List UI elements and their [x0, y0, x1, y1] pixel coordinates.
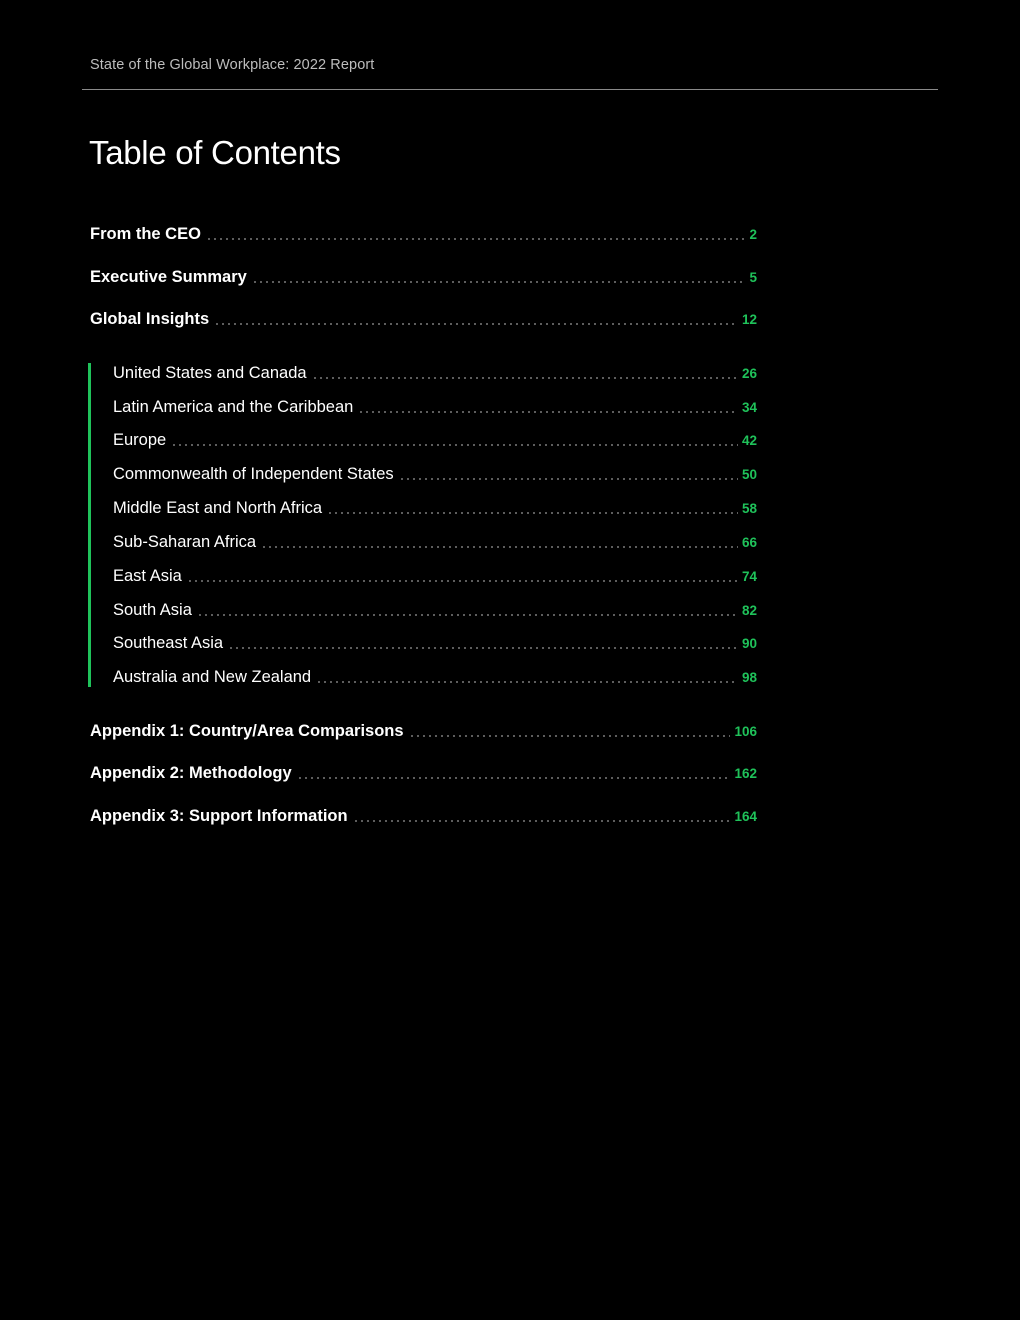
toc-entry-label: Middle East and North Africa [113, 499, 323, 517]
dot-leader [409, 735, 731, 737]
toc-page-number: 5 [749, 270, 757, 285]
dot-leader [228, 647, 738, 649]
dot-leader [214, 323, 738, 325]
dot-leader [353, 820, 731, 822]
toc-page-number: 106 [734, 724, 757, 739]
regions-accent-bar [88, 363, 91, 687]
toc-entry-label: Europe [113, 431, 167, 449]
dot-leader [358, 411, 738, 413]
toc-entry-region[interactable] [113, 497, 757, 519]
toc-entry-appendix-2[interactable] [90, 762, 757, 784]
toc-entry-from-the-ceo[interactable] [90, 223, 757, 245]
toc-page-number: 82 [741, 603, 757, 618]
dot-leader [171, 444, 738, 446]
toc-page-number: 26 [741, 366, 757, 381]
toc-page-number: 42 [741, 433, 757, 448]
toc-entry-region[interactable] [113, 666, 757, 688]
toc-entry-label: East Asia [113, 567, 182, 585]
toc-page-number: 162 [734, 766, 757, 781]
toc-entry-label: Latin America and the Caribbean [113, 398, 354, 416]
page-title: Table of Contents [89, 134, 341, 171]
running-header: State of the Global Workplace: 2022 Report [90, 57, 375, 73]
toc-entry-region[interactable] [113, 463, 757, 485]
toc-entry-label: Appendix 1: Country/Area Comparisons [90, 722, 404, 740]
dot-leader [206, 238, 746, 240]
toc-entry-appendix-3[interactable] [90, 805, 757, 827]
toc-entry-region[interactable] [113, 429, 757, 451]
toc-entry-label: Australia and New Zealand [113, 668, 312, 686]
toc-entry-label: United States and Canada [113, 364, 307, 382]
toc-entry-label: Global Insights [90, 310, 210, 328]
toc-entry-label: Sub-Saharan Africa [113, 533, 257, 551]
toc-page-number: 2 [749, 227, 757, 242]
toc-entry-label: Appendix 3: Support Information [90, 807, 348, 825]
toc-entry-region[interactable] [113, 565, 757, 587]
dot-leader [297, 777, 731, 779]
toc-page-number: 12 [741, 312, 757, 327]
toc-entry-region[interactable] [113, 599, 757, 621]
toc-entry-region[interactable] [113, 396, 757, 418]
toc-entry-label: From the CEO [90, 225, 201, 243]
dot-leader [261, 546, 738, 548]
toc-entry-label: Appendix 2: Methodology [90, 764, 292, 782]
toc-entry-appendix-1[interactable] [90, 720, 757, 742]
header-divider [82, 89, 938, 90]
dot-leader [197, 614, 738, 616]
dot-leader [187, 580, 738, 582]
dot-leader [312, 377, 738, 379]
dot-leader [316, 681, 738, 683]
toc-page-number: 50 [741, 467, 757, 482]
toc-page-number: 98 [741, 670, 757, 685]
toc-page-number: 66 [741, 535, 757, 550]
toc-page-number: 164 [734, 809, 757, 824]
toc-entry-region[interactable] [113, 632, 757, 654]
toc-entry-region[interactable] [113, 531, 757, 553]
dot-leader [327, 512, 738, 514]
toc-entry-label: Southeast Asia [113, 634, 224, 652]
dot-leader [399, 478, 738, 480]
toc-page-number: 90 [741, 636, 757, 651]
toc-entry-executive-summary[interactable] [90, 266, 757, 288]
toc-entry-global-insights[interactable] [90, 308, 757, 330]
toc-entry-label: South Asia [113, 601, 192, 619]
toc-entry-label: Commonwealth of Independent States [113, 465, 394, 483]
toc-entry-label: Executive Summary [90, 268, 247, 286]
toc-page-number: 58 [741, 501, 757, 516]
toc-page-number: 74 [741, 569, 757, 584]
dot-leader [252, 281, 746, 283]
toc-entry-region[interactable] [113, 362, 757, 384]
toc-page-number: 34 [741, 400, 757, 415]
